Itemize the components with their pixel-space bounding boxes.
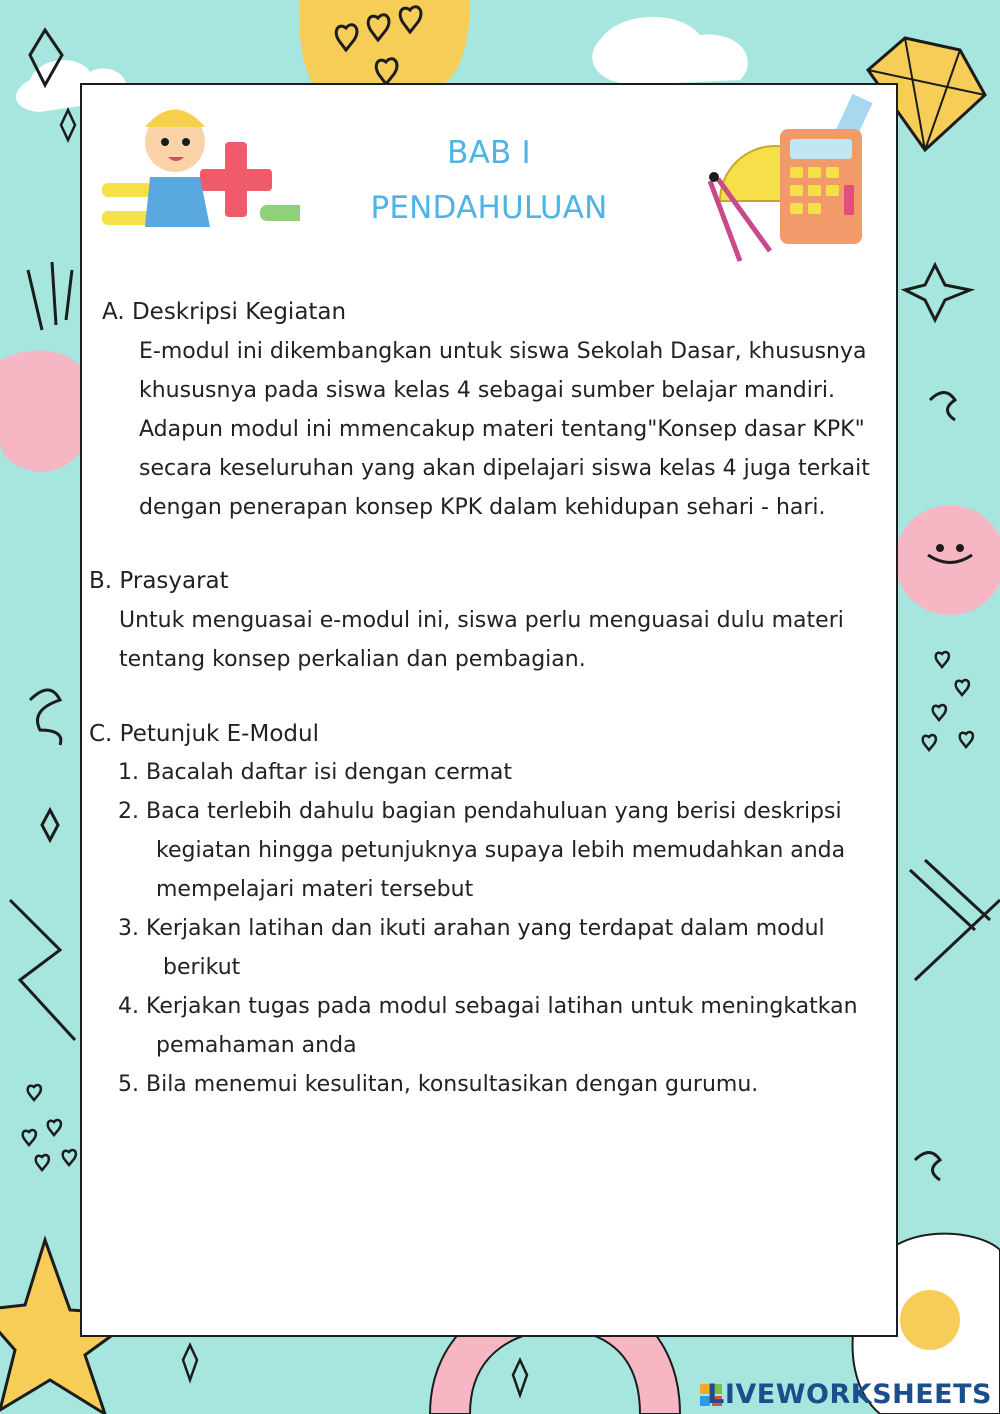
pink-face-right — [895, 505, 1000, 615]
section-c-heading: C. Petunjuk E-Modul — [89, 721, 319, 747]
section-b-line: Untuk menguasai e-modul ini, siswa perlu menguasai dulu materi — [119, 608, 844, 633]
section-c-item: 4. Kerjakan tugas pada modul sebagai latihan untuk meningkatkan — [118, 994, 858, 1019]
section-c-item: 3. Kerjakan latihan dan ikuti arahan yang terdapat dalam modul — [118, 916, 825, 941]
section-c-item: 1. Bacalah daftar isi dengan cermat — [118, 760, 512, 785]
section-c-item: 5. Bila menemui kesulitan, konsultasikan dengan gurumu. — [118, 1072, 759, 1097]
content-page — [80, 83, 898, 1337]
section-a-line: Adapun modul ini mmencakup materi tentang"Konsep dasar KPK" — [139, 417, 865, 442]
section-a-line: E-modul ini dikembangkan untuk siswa Sekolah Dasar, khususnya — [139, 339, 867, 364]
section-c-item-continuation: pemahaman anda — [156, 1033, 357, 1058]
heart-icons-left — [23, 1085, 76, 1170]
heart-icons-right — [923, 652, 973, 750]
section-a-heading: A. Deskripsi Kegiatan — [102, 299, 347, 325]
chapter-number: BAB I — [447, 135, 531, 171]
section-a-line: secara keseluruhan yang akan dipelajari siswa kelas 4 juga terkait — [139, 456, 870, 481]
section-a-line: khususnya pada siswa kelas 4 sebagai sumber belajar mandiri. — [139, 378, 836, 403]
sparkle-icon-small — [61, 110, 75, 140]
section-c-item-continuation: mempelajari materi tersebut — [156, 877, 474, 902]
section-c-item: 2. Baca terlebih dahulu bagian pendahuluan yang berisi deskripsi — [118, 799, 842, 824]
calculator-illustration — [700, 91, 880, 271]
section-b-line: tentang konsep perkalian dan pembagian. — [119, 647, 586, 672]
section-c-item-continuation: berikut — [163, 955, 241, 980]
section-a-line: dengan penerapan konsep KPK dalam kehidupan sehari - hari. — [139, 495, 826, 520]
liveworksheets-watermark: LIVEWORKSHEETS — [707, 1379, 992, 1410]
section-c-item-continuation: kegiatan hingga petunjuknya supaya lebih memudahkan anda — [156, 838, 846, 863]
chapter-title: PENDAHULUAN — [370, 190, 608, 226]
cloud-top-right — [592, 17, 748, 85]
section-b-heading: B. Prasyarat — [89, 568, 229, 594]
